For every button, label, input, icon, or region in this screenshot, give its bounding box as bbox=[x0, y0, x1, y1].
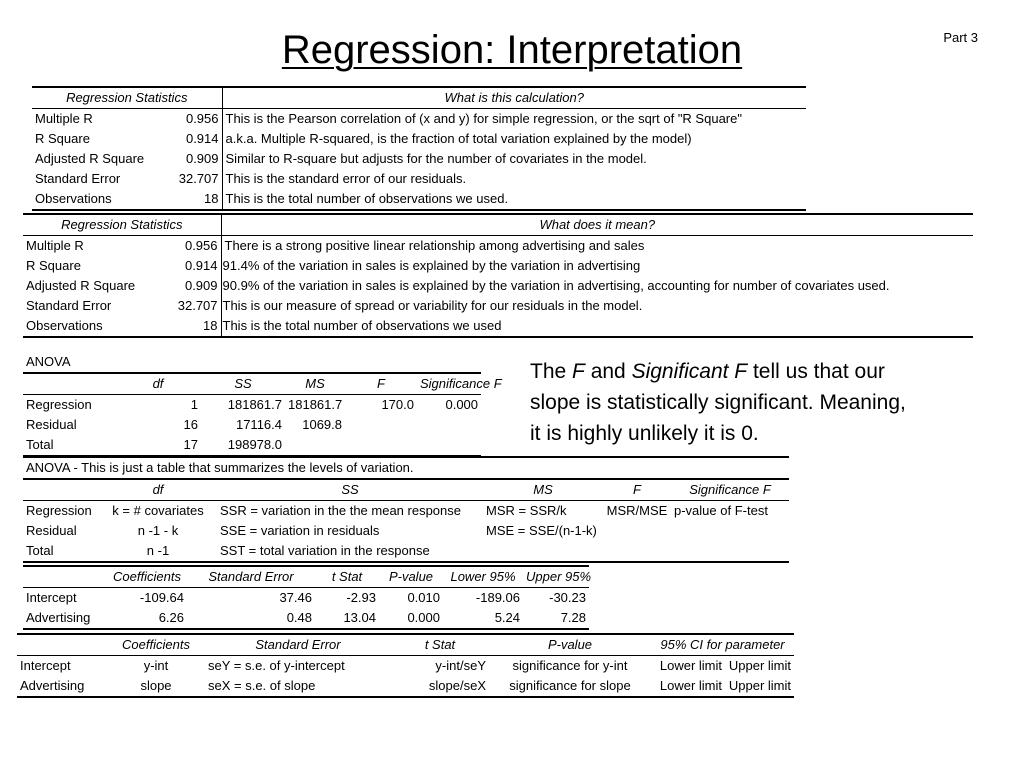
table-row bbox=[17, 676, 794, 697]
table-row bbox=[23, 608, 589, 629]
coef-explain-value: Upper limit bbox=[728, 658, 791, 673]
stat-label: Adjusted R Square bbox=[35, 151, 145, 166]
table-row bbox=[32, 169, 806, 189]
anova-explain-table bbox=[23, 456, 789, 563]
coef-value: 7.28 bbox=[560, 610, 586, 625]
note-f: F bbox=[572, 360, 585, 383]
coef-value: 13.04 bbox=[343, 610, 376, 625]
stat-desc: There is a strong positive linear relationship among advertising and sales bbox=[224, 238, 645, 253]
stat-desc: 91.4% of the variation in sales is explained by the variation in advertising bbox=[222, 258, 641, 273]
anova-explain-df: n -1 bbox=[146, 543, 170, 558]
table-row bbox=[23, 541, 789, 562]
page-title: Regression: Interpretation bbox=[281, 28, 743, 72]
anova-explain-ss: SSE = variation in residuals bbox=[220, 523, 380, 538]
anova-explain-row-label: Regression bbox=[26, 503, 92, 518]
coef-row-label: Intercept bbox=[26, 590, 77, 605]
note-text: and bbox=[584, 360, 632, 383]
stats-meaning-header-right: What does it mean? bbox=[221, 214, 973, 236]
anova-explain-df: k = # covariates bbox=[112, 503, 204, 518]
regression-stats-calc-table bbox=[32, 86, 806, 211]
stat-value: 32.707 bbox=[168, 169, 222, 189]
stat-value: 18 bbox=[168, 189, 222, 210]
coefficients-explain-table bbox=[17, 633, 794, 698]
coef-explain-value: seY = s.e. of y-intercept bbox=[208, 658, 345, 673]
anova-sigf bbox=[417, 435, 481, 456]
coef-value: -2.93 bbox=[346, 590, 376, 605]
table-row bbox=[17, 656, 794, 677]
anova-explain-caption: ANOVA - This is just a table that summarizes the levels of variation. bbox=[23, 457, 789, 479]
coef-header: Standard Error bbox=[187, 566, 315, 588]
stat-value: 0.909 bbox=[168, 149, 222, 169]
stat-desc: This is the Pearson correlation of (x and y) for simple regression, or the sqrt of "R Square" bbox=[225, 111, 742, 126]
stat-desc: This is the total number of observations we used bbox=[222, 318, 502, 333]
anova-sigf: 0.000 bbox=[445, 397, 479, 412]
table-row bbox=[23, 415, 481, 435]
coef-explain-value: slope/seX bbox=[428, 678, 486, 693]
anova-explain-ss: SST = total variation in the response bbox=[220, 543, 430, 558]
table-row bbox=[23, 256, 973, 276]
anova-row-label: Residual bbox=[26, 417, 77, 432]
table-row bbox=[32, 109, 806, 130]
anova-explain-df: n -1 - k bbox=[137, 523, 179, 538]
anova-explain-ms: MSE = SSE/(n-1-k) bbox=[486, 523, 597, 538]
coef-explain-value: seX = s.e. of slope bbox=[208, 678, 316, 693]
anova-explain-ss: SSR = variation in the the mean response bbox=[220, 503, 462, 518]
coef-value: -30.23 bbox=[549, 590, 586, 605]
anova-explain-ms: MSR = SSR/k bbox=[486, 503, 567, 518]
coefficients-table bbox=[23, 565, 592, 630]
anova-header-sigf: Significance F bbox=[417, 373, 481, 395]
anova-explain-sigf bbox=[671, 541, 789, 562]
anova-sigf bbox=[417, 415, 481, 435]
anova-row-label: Regression bbox=[26, 397, 92, 412]
table-row bbox=[23, 588, 589, 609]
table-row bbox=[23, 521, 789, 541]
table-row bbox=[23, 395, 481, 416]
coef-explain-value: y-int bbox=[143, 658, 169, 673]
stat-label: Standard Error bbox=[35, 171, 121, 186]
coef-explain-value: Lower limit bbox=[659, 658, 722, 673]
stat-label: Standard Error bbox=[26, 298, 112, 313]
coef-value: 0.010 bbox=[407, 590, 440, 605]
stat-label: Adjusted R Square bbox=[26, 278, 136, 293]
anova-explain-row-label: Residual bbox=[26, 523, 77, 538]
table-row bbox=[32, 149, 806, 169]
anova-f bbox=[345, 415, 417, 435]
stat-desc: 90.9% of the variation in sales is explained by the variation in advertising, accounting for number of covariates used. bbox=[222, 278, 890, 293]
anova-explain-header-df: df bbox=[99, 479, 217, 501]
anova-header-df: df bbox=[115, 373, 201, 395]
stat-value: 0.956 bbox=[168, 109, 222, 130]
coef-explain-value: significance for y-int bbox=[512, 658, 628, 673]
coef-explain-row-label: Advertising bbox=[20, 678, 85, 693]
anova-explain-header-sigf: Significance F bbox=[671, 479, 789, 501]
anova-ms: 181861.7 bbox=[288, 397, 343, 412]
coef-row-label: Advertising bbox=[26, 610, 91, 625]
anova-ms bbox=[285, 435, 345, 456]
stat-desc: This is our measure of spread or variability for our residuals in the model. bbox=[222, 298, 643, 313]
anova-header-ss: SS bbox=[201, 373, 285, 395]
coef-header: t Stat bbox=[315, 566, 379, 588]
anova-explain-f: MSR/MSE bbox=[606, 503, 668, 518]
anova-table bbox=[23, 352, 502, 457]
coef-value: -109.64 bbox=[139, 590, 184, 605]
coef-explain-value: Upper limit bbox=[728, 678, 791, 693]
regression-stats-meaning-table bbox=[23, 213, 973, 338]
coef-header: Coefficients bbox=[107, 566, 187, 588]
stat-value: 32.707 bbox=[169, 296, 221, 316]
coef-explain-row-label: Intercept bbox=[20, 658, 71, 673]
coef-header: P-value bbox=[379, 566, 443, 588]
stat-label: R Square bbox=[26, 258, 81, 273]
coef-explain-header: Coefficients bbox=[107, 634, 205, 656]
coef-explain-value: Lower limit bbox=[659, 678, 722, 693]
stat-value: 0.914 bbox=[169, 256, 221, 276]
coef-header: Lower 95% bbox=[443, 566, 523, 588]
stat-desc: This is the standard error of our residuals. bbox=[225, 171, 467, 186]
anova-ss: 198978.0 bbox=[227, 437, 282, 452]
note-text: The bbox=[530, 360, 573, 383]
coef-explain-header: P-value bbox=[489, 634, 651, 656]
table-row bbox=[23, 316, 973, 337]
stat-label: Multiple R bbox=[26, 238, 84, 253]
stat-label: Observations bbox=[26, 318, 103, 333]
stats-calc-header-right: What is this calculation? bbox=[222, 87, 806, 109]
table-row bbox=[23, 501, 789, 522]
stat-label: Observations bbox=[35, 191, 112, 206]
stat-value: 0.914 bbox=[168, 129, 222, 149]
anova-f: 170.0 bbox=[381, 397, 414, 412]
stats-meaning-header-left: Regression Statistics bbox=[23, 214, 221, 236]
anova-explain-header-f: F bbox=[603, 479, 671, 501]
anova-explain-header-ms: MS bbox=[483, 479, 603, 501]
table-row bbox=[23, 276, 973, 296]
note-significant-f: Significant F bbox=[631, 360, 748, 383]
coef-explain-value: significance for slope bbox=[509, 678, 631, 693]
stat-desc: This is the total number of observations we used. bbox=[225, 191, 509, 206]
anova-header-f: F bbox=[345, 373, 417, 395]
note-text: tell us that our slope is statistically significant. Meaning, it is highly unlikely it is 0. bbox=[530, 360, 906, 445]
stat-desc: a.k.a. Multiple R-squared, is the fraction of total variation explained by the model) bbox=[225, 131, 692, 146]
anova-ms: 1069.8 bbox=[302, 417, 342, 432]
table-row bbox=[32, 189, 806, 210]
coef-explain-header: 95% CI for parameter bbox=[651, 634, 794, 656]
stat-value: 0.956 bbox=[169, 236, 221, 257]
table-row bbox=[23, 236, 973, 257]
coef-value: -189.06 bbox=[475, 590, 520, 605]
anova-df: 16 bbox=[183, 417, 198, 432]
table-row bbox=[23, 435, 481, 456]
anova-explain-sigf: p-value of F-test bbox=[674, 503, 768, 518]
stat-value: 18 bbox=[169, 316, 221, 337]
stats-calc-header-left: Regression Statistics bbox=[32, 87, 222, 109]
anova-row-label: Total bbox=[26, 437, 54, 452]
stat-label: Multiple R bbox=[35, 111, 93, 126]
anova-explain-f bbox=[603, 521, 671, 541]
coef-value: 6.26 bbox=[158, 610, 184, 625]
anova-df: 1 bbox=[190, 397, 198, 412]
stat-desc: Similar to R-square but adjusts for the number of covariates in the model. bbox=[225, 151, 647, 166]
anova-ss: 17116.4 bbox=[235, 417, 282, 432]
coef-explain-value: slope bbox=[140, 678, 172, 693]
significance-note bbox=[530, 356, 910, 449]
anova-explain-header-ss: SS bbox=[217, 479, 483, 501]
anova-df: 17 bbox=[183, 437, 198, 452]
table-row bbox=[32, 129, 806, 149]
coef-explain-value: y-int/seY bbox=[435, 658, 486, 673]
coef-value: 37.46 bbox=[279, 590, 312, 605]
coef-value: 0.48 bbox=[286, 610, 312, 625]
coef-value: 5.24 bbox=[494, 610, 520, 625]
anova-ss: 181861.7 bbox=[227, 397, 282, 412]
table-row bbox=[23, 296, 973, 316]
coef-value: 0.000 bbox=[407, 610, 440, 625]
anova-header-ms: MS bbox=[285, 373, 345, 395]
anova-caption: ANOVA bbox=[23, 352, 481, 373]
part-label: Part 3 bbox=[943, 30, 978, 45]
coef-explain-header: Standard Error bbox=[205, 634, 391, 656]
coef-header: Upper 95% bbox=[523, 566, 589, 588]
stat-label: R Square bbox=[35, 131, 90, 146]
anova-explain-ms bbox=[483, 541, 603, 562]
anova-explain-sigf bbox=[671, 521, 789, 541]
anova-explain-row-label: Total bbox=[26, 543, 54, 558]
coef-explain-header: t Stat bbox=[391, 634, 489, 656]
anova-explain-f bbox=[603, 541, 671, 562]
stat-value: 0.909 bbox=[169, 276, 221, 296]
anova-f bbox=[345, 435, 417, 456]
